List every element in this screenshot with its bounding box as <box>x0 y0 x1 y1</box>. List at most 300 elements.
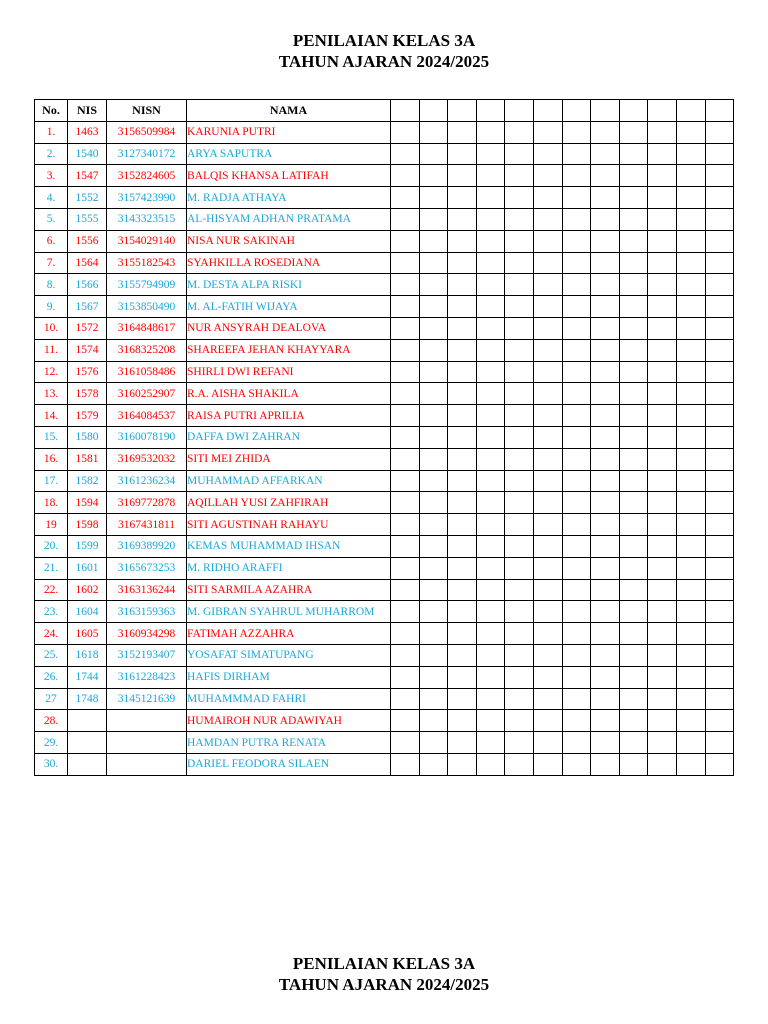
row-no: 19 <box>35 514 68 536</box>
table-row <box>35 143 734 165</box>
score-cell <box>533 143 562 165</box>
row-nisn: 3161058486 <box>107 361 187 383</box>
score-cell <box>619 557 648 579</box>
score-cell <box>448 383 477 405</box>
score-cell <box>419 753 448 775</box>
row-nama: SITI MEI ZHIDA <box>187 448 391 470</box>
score-cell <box>391 623 420 645</box>
score-cell <box>533 557 562 579</box>
table-row <box>35 688 734 710</box>
header-score-cell <box>619 100 648 122</box>
score-cell <box>562 557 591 579</box>
score-cell <box>448 143 477 165</box>
score-cell <box>619 274 648 296</box>
row-nisn: 3163159363 <box>107 601 187 623</box>
row-nis: 1547 <box>68 165 107 187</box>
score-cell <box>419 121 448 143</box>
score-cell <box>419 710 448 732</box>
score-cell <box>619 579 648 601</box>
score-cell <box>505 121 534 143</box>
score-cell <box>448 274 477 296</box>
row-no: 1. <box>35 121 68 143</box>
score-cell <box>505 426 534 448</box>
row-nisn <box>107 732 187 754</box>
score-cell <box>619 361 648 383</box>
table-row <box>35 230 734 252</box>
score-cell <box>448 448 477 470</box>
score-cell <box>419 426 448 448</box>
score-cell <box>648 383 677 405</box>
score-cell <box>705 383 734 405</box>
row-nisn <box>107 753 187 775</box>
row-nis: 1567 <box>68 296 107 318</box>
title-line-1: PENILAIAN KELAS 3A <box>292 954 476 973</box>
score-cell <box>562 296 591 318</box>
title-line-2: TAHUN AJARAN 2024/2025 <box>278 52 490 71</box>
score-cell <box>533 361 562 383</box>
score-cell <box>419 448 448 470</box>
score-cell <box>619 208 648 230</box>
row-nisn: 3161228423 <box>107 666 187 688</box>
score-cell <box>505 753 534 775</box>
score-cell <box>705 514 734 536</box>
score-cell <box>476 187 505 209</box>
row-nama: MUHAMMMAD FAHRI <box>187 688 391 710</box>
score-cell <box>505 339 534 361</box>
score-cell <box>391 405 420 427</box>
score-cell <box>676 165 705 187</box>
score-cell <box>476 753 505 775</box>
score-cell <box>619 688 648 710</box>
table-row <box>35 666 734 688</box>
score-cell <box>648 426 677 448</box>
score-cell <box>419 732 448 754</box>
score-cell <box>705 732 734 754</box>
score-cell <box>676 644 705 666</box>
score-cell <box>505 165 534 187</box>
score-cell <box>648 296 677 318</box>
score-cell <box>391 317 420 339</box>
table-row <box>35 405 734 427</box>
row-nis: 1556 <box>68 230 107 252</box>
row-no: 12. <box>35 361 68 383</box>
score-cell <box>419 557 448 579</box>
score-cell <box>648 514 677 536</box>
score-cell <box>591 470 620 492</box>
row-nis: 1582 <box>68 470 107 492</box>
score-cell <box>676 535 705 557</box>
score-cell <box>505 535 534 557</box>
score-cell <box>562 710 591 732</box>
row-no: 27 <box>35 688 68 710</box>
score-cell <box>448 121 477 143</box>
score-cell <box>419 317 448 339</box>
score-cell <box>676 492 705 514</box>
score-cell <box>591 187 620 209</box>
row-no: 11. <box>35 339 68 361</box>
score-cell <box>591 688 620 710</box>
score-cell <box>562 383 591 405</box>
row-no: 9. <box>35 296 68 318</box>
score-cell <box>419 187 448 209</box>
score-cell <box>476 710 505 732</box>
score-cell <box>476 579 505 601</box>
score-cell <box>562 274 591 296</box>
score-cell <box>391 535 420 557</box>
score-cell <box>591 514 620 536</box>
score-cell <box>648 470 677 492</box>
score-cell <box>419 274 448 296</box>
score-cell <box>676 339 705 361</box>
score-cell <box>705 535 734 557</box>
score-cell <box>648 165 677 187</box>
table-row <box>35 535 734 557</box>
score-cell <box>391 121 420 143</box>
score-cell <box>448 405 477 427</box>
score-cell <box>676 317 705 339</box>
score-cell <box>505 710 534 732</box>
score-cell <box>591 710 620 732</box>
score-cell <box>476 361 505 383</box>
row-no: 16. <box>35 448 68 470</box>
score-cell <box>505 644 534 666</box>
row-nama: M. RIDHO ARAFFI <box>187 557 391 579</box>
row-nisn: 3161236234 <box>107 470 187 492</box>
header-score-cell <box>448 100 477 122</box>
row-nis: 1555 <box>68 208 107 230</box>
row-nama: SHAREEFA JEHAN KHAYYARA <box>187 339 391 361</box>
score-cell <box>448 252 477 274</box>
score-cell <box>648 448 677 470</box>
score-cell <box>705 710 734 732</box>
score-cell <box>705 448 734 470</box>
table-row <box>35 514 734 536</box>
row-no: 25. <box>35 644 68 666</box>
row-nis: 1463 <box>68 121 107 143</box>
header-score-cell <box>705 100 734 122</box>
row-nama: HUMAIROH NUR ADAWIYAH <box>187 710 391 732</box>
score-cell <box>419 143 448 165</box>
score-cell <box>648 361 677 383</box>
score-cell <box>591 230 620 252</box>
row-no: 20. <box>35 535 68 557</box>
row-nama: M. AL-FATIH WIJAYA <box>187 296 391 318</box>
score-cell <box>562 601 591 623</box>
score-cell <box>705 252 734 274</box>
score-cell <box>533 252 562 274</box>
score-cell <box>648 623 677 645</box>
table-row <box>35 753 734 775</box>
score-cell <box>591 753 620 775</box>
score-cell <box>591 601 620 623</box>
score-cell <box>448 165 477 187</box>
row-nama: SYAHKILLA ROSEDIANA <box>187 252 391 274</box>
header-score-cell <box>476 100 505 122</box>
score-cell <box>619 121 648 143</box>
row-nisn: 3164084537 <box>107 405 187 427</box>
score-cell <box>419 383 448 405</box>
score-cell <box>419 623 448 645</box>
score-cell <box>391 492 420 514</box>
score-cell <box>419 165 448 187</box>
score-cell <box>533 710 562 732</box>
score-cell <box>448 208 477 230</box>
title-line-1: PENILAIAN KELAS 3A <box>292 31 476 50</box>
score-cell <box>562 317 591 339</box>
table-row <box>35 470 734 492</box>
score-cell <box>448 187 477 209</box>
score-cell <box>505 230 534 252</box>
score-cell <box>648 732 677 754</box>
score-cell <box>391 187 420 209</box>
row-nis: 1605 <box>68 623 107 645</box>
score-cell <box>648 339 677 361</box>
row-nis: 1581 <box>68 448 107 470</box>
score-cell <box>619 296 648 318</box>
score-cell <box>705 492 734 514</box>
score-cell <box>562 535 591 557</box>
score-cell <box>476 405 505 427</box>
row-nisn: 3160934298 <box>107 623 187 645</box>
score-cell <box>391 666 420 688</box>
score-cell <box>619 383 648 405</box>
score-cell <box>648 666 677 688</box>
score-cell <box>676 448 705 470</box>
row-nisn: 3145121639 <box>107 688 187 710</box>
row-nisn: 3127340172 <box>107 143 187 165</box>
score-cell <box>676 252 705 274</box>
score-cell <box>391 514 420 536</box>
row-no: 21. <box>35 557 68 579</box>
score-cell <box>476 732 505 754</box>
score-cell <box>391 753 420 775</box>
score-cell <box>619 492 648 514</box>
score-cell <box>505 361 534 383</box>
score-cell <box>562 514 591 536</box>
score-cell <box>419 208 448 230</box>
score-cell <box>562 448 591 470</box>
score-cell <box>619 405 648 427</box>
score-cell <box>448 644 477 666</box>
score-cell <box>562 644 591 666</box>
score-cell <box>476 274 505 296</box>
score-cell <box>591 644 620 666</box>
row-nisn: 3160252907 <box>107 383 187 405</box>
score-cell <box>476 688 505 710</box>
score-cell <box>391 208 420 230</box>
score-cell <box>391 448 420 470</box>
score-cell <box>448 710 477 732</box>
score-cell <box>391 339 420 361</box>
score-cell <box>533 601 562 623</box>
score-cell <box>419 535 448 557</box>
score-cell <box>419 296 448 318</box>
score-cell <box>562 208 591 230</box>
score-cell <box>476 208 505 230</box>
score-cell <box>419 361 448 383</box>
row-nis: 1574 <box>68 339 107 361</box>
table-row <box>35 252 734 274</box>
score-cell <box>448 296 477 318</box>
score-cell <box>391 143 420 165</box>
score-cell <box>591 579 620 601</box>
row-nis <box>68 710 107 732</box>
row-no: 8. <box>35 274 68 296</box>
score-cell <box>705 644 734 666</box>
score-cell <box>476 666 505 688</box>
score-cell <box>476 601 505 623</box>
score-cell <box>391 732 420 754</box>
row-nisn: 3155794909 <box>107 274 187 296</box>
score-cell <box>562 121 591 143</box>
score-cell <box>476 448 505 470</box>
score-cell <box>705 339 734 361</box>
row-nisn: 3152193407 <box>107 644 187 666</box>
score-cell <box>619 230 648 252</box>
row-nama: BALQIS KHANSA LATIFAH <box>187 165 391 187</box>
table-row <box>35 274 734 296</box>
score-cell <box>591 383 620 405</box>
score-cell <box>448 579 477 601</box>
score-cell <box>648 579 677 601</box>
row-nama: AL-HISYAM ADHAN PRATAMA <box>187 208 391 230</box>
score-cell <box>533 208 562 230</box>
score-cell <box>448 470 477 492</box>
page-title-bottom <box>0 953 768 995</box>
table-row <box>35 732 734 754</box>
score-cell <box>419 644 448 666</box>
score-cell <box>676 426 705 448</box>
row-nisn: 3154029140 <box>107 230 187 252</box>
score-cell <box>619 753 648 775</box>
score-cell <box>619 644 648 666</box>
row-no: 23. <box>35 601 68 623</box>
header-nama: NAMA <box>187 100 391 122</box>
score-cell <box>676 579 705 601</box>
score-cell <box>533 448 562 470</box>
score-cell <box>505 666 534 688</box>
table-row <box>35 296 734 318</box>
score-cell <box>533 514 562 536</box>
score-cell <box>562 405 591 427</box>
score-cell <box>705 557 734 579</box>
score-cell <box>562 623 591 645</box>
score-cell <box>676 230 705 252</box>
header-score-cell <box>562 100 591 122</box>
row-nama: RAISA PUTRI APRILIA <box>187 405 391 427</box>
score-cell <box>419 405 448 427</box>
table-row <box>35 361 734 383</box>
row-nisn: 3168325208 <box>107 339 187 361</box>
score-cell <box>533 492 562 514</box>
score-cell <box>562 666 591 688</box>
score-cell <box>591 361 620 383</box>
score-cell <box>591 405 620 427</box>
table-body <box>35 121 734 775</box>
row-nisn: 3157423990 <box>107 187 187 209</box>
score-cell <box>648 535 677 557</box>
score-cell <box>505 470 534 492</box>
score-cell <box>505 448 534 470</box>
score-cell <box>648 187 677 209</box>
score-cell <box>619 514 648 536</box>
score-cell <box>391 361 420 383</box>
row-nama: SHIRLI DWI REFANI <box>187 361 391 383</box>
score-cell <box>391 165 420 187</box>
table-row <box>35 208 734 230</box>
row-nama: M. GIBRAN SYAHRUL MUHARROM <box>187 601 391 623</box>
score-cell <box>476 296 505 318</box>
score-cell <box>476 143 505 165</box>
row-nama: SITI SARMILA AZAHRA <box>187 579 391 601</box>
score-cell <box>619 165 648 187</box>
score-cell <box>533 644 562 666</box>
score-cell <box>476 165 505 187</box>
score-cell <box>448 753 477 775</box>
row-nis: 1566 <box>68 274 107 296</box>
row-nis: 1602 <box>68 579 107 601</box>
score-cell <box>648 121 677 143</box>
score-cell <box>648 317 677 339</box>
score-cell <box>505 317 534 339</box>
table-row <box>35 339 734 361</box>
row-nama: HAMDAN PUTRA RENATA <box>187 732 391 754</box>
row-nis <box>68 753 107 775</box>
score-cell <box>676 688 705 710</box>
score-cell <box>476 121 505 143</box>
score-cell <box>505 492 534 514</box>
score-cell <box>562 470 591 492</box>
score-cell <box>505 601 534 623</box>
score-cell <box>391 557 420 579</box>
score-cell <box>705 753 734 775</box>
score-cell <box>619 317 648 339</box>
score-cell <box>505 252 534 274</box>
score-cell <box>676 187 705 209</box>
score-cell <box>533 535 562 557</box>
score-cell <box>705 601 734 623</box>
header-score-cell <box>676 100 705 122</box>
score-cell <box>676 208 705 230</box>
score-cell <box>476 557 505 579</box>
score-cell <box>676 470 705 492</box>
score-cell <box>533 121 562 143</box>
table-row <box>35 165 734 187</box>
table-row <box>35 383 734 405</box>
score-cell <box>476 317 505 339</box>
score-cell <box>648 601 677 623</box>
score-cell <box>448 426 477 448</box>
score-cell <box>705 579 734 601</box>
row-no: 5. <box>35 208 68 230</box>
score-cell <box>676 514 705 536</box>
score-cell <box>619 426 648 448</box>
score-cell <box>591 143 620 165</box>
row-nama: ARYA SAPUTRA <box>187 143 391 165</box>
score-cell <box>533 732 562 754</box>
score-cell <box>448 361 477 383</box>
score-cell <box>591 339 620 361</box>
score-cell <box>591 492 620 514</box>
row-nisn: 3143323515 <box>107 208 187 230</box>
score-cell <box>648 688 677 710</box>
score-cell <box>619 252 648 274</box>
score-cell <box>648 710 677 732</box>
row-nama: R.A. AISHA SHAKILA <box>187 383 391 405</box>
score-cell <box>533 274 562 296</box>
score-cell <box>391 579 420 601</box>
score-cell <box>619 535 648 557</box>
